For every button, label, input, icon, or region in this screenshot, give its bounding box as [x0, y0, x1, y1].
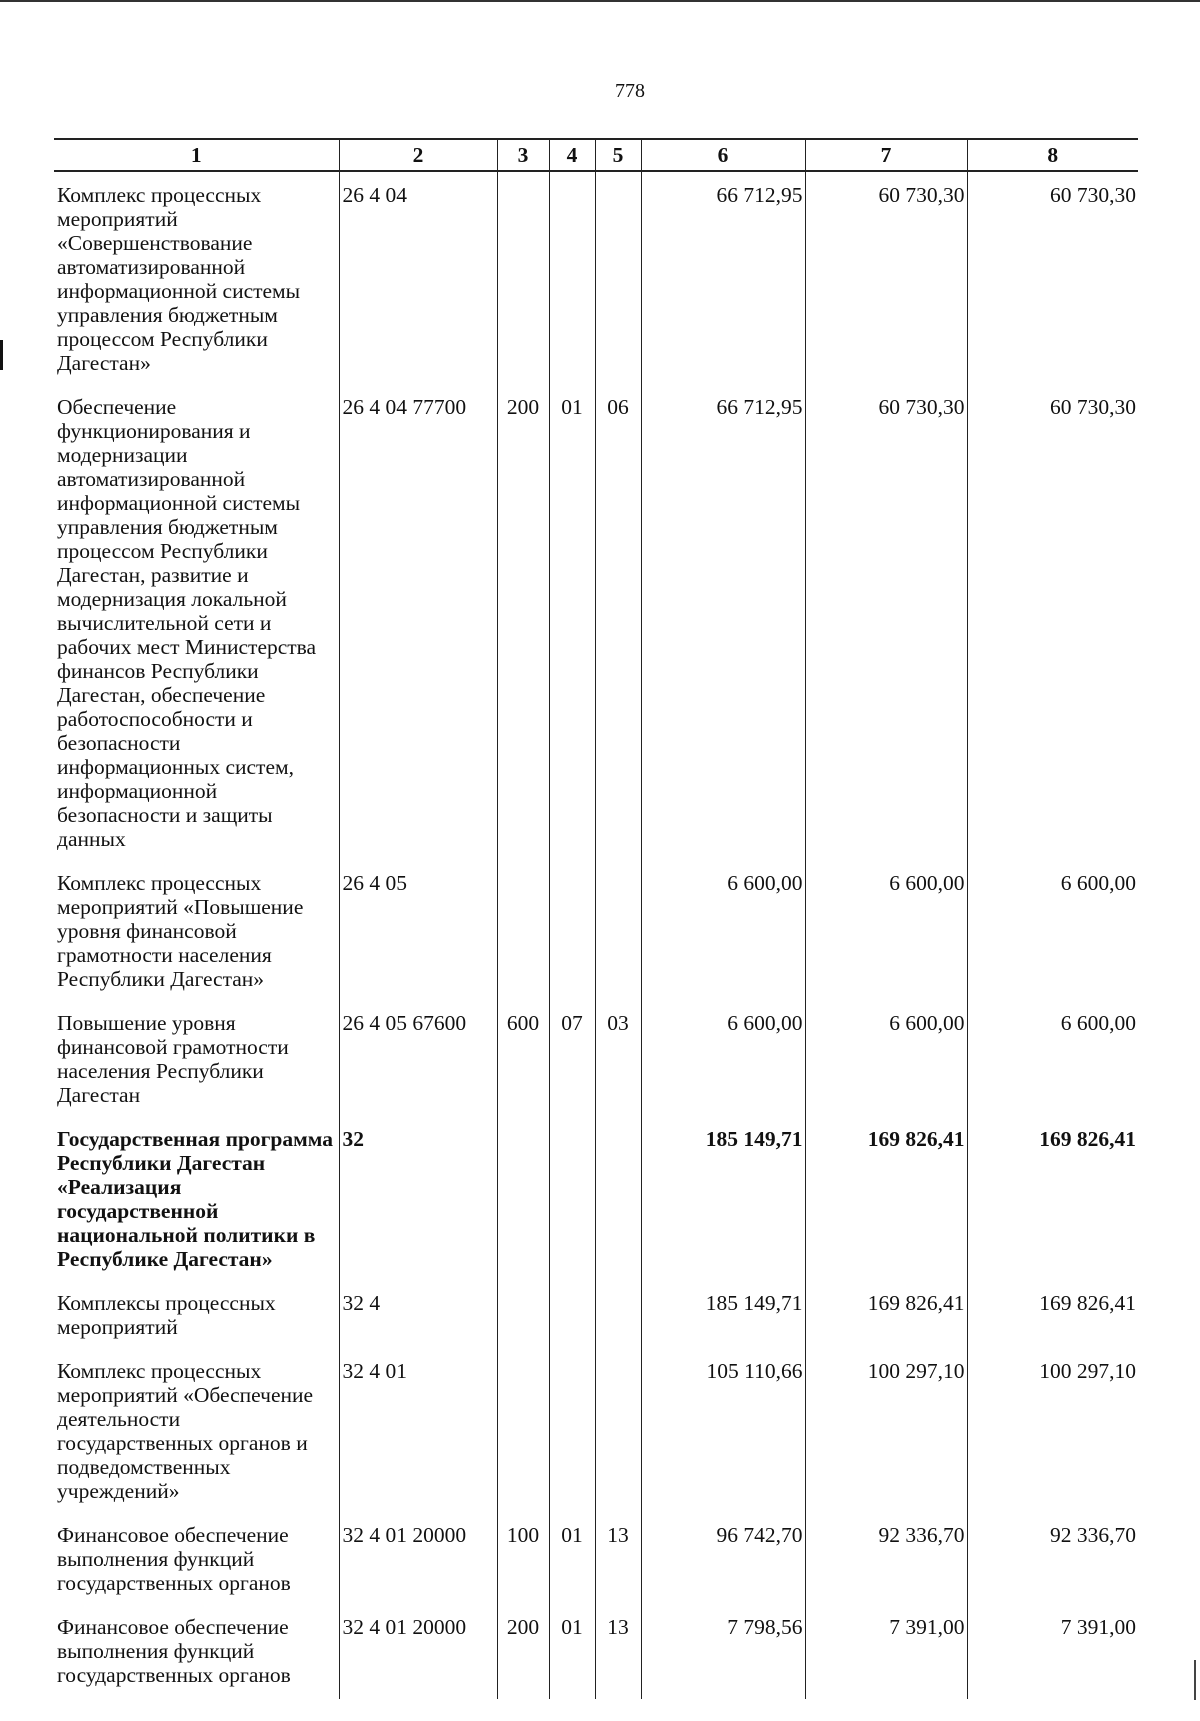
- table-row-program: [54, 1116, 1138, 1280]
- row-col5: [595, 1348, 641, 1512]
- column-header: 6: [641, 139, 805, 171]
- row-col3: 600: [497, 1000, 549, 1116]
- row-name: Комплекс процессных мероприятий «Совершенствование автоматизированной информационной системы управления бюджетным процессом Республики Дагестан»: [57, 183, 301, 375]
- row-col4: [549, 1348, 595, 1512]
- row-col5: [595, 171, 641, 384]
- column-header: 2: [339, 139, 497, 171]
- row-code: 26 4 05: [339, 860, 497, 1000]
- row-value-6: 6 600,00: [641, 1000, 805, 1116]
- row-value-7: 6 600,00: [805, 1000, 967, 1116]
- row-col4: 01: [549, 384, 595, 860]
- row-value-7: 100 297,10: [805, 1348, 967, 1512]
- row-value-7: 6 600,00: [805, 860, 967, 1000]
- row-value-8: 169 826,41: [967, 1280, 1138, 1348]
- row-value-7: 169 826,41: [805, 1280, 967, 1348]
- column-header: 8: [967, 139, 1138, 171]
- table-row: [54, 1348, 1138, 1512]
- row-value-8: 60 730,30: [967, 171, 1138, 384]
- row-name: Комплексы процессных мероприятий: [57, 1291, 276, 1339]
- row-code: 32: [339, 1116, 497, 1280]
- row-code: 26 4 05 67600: [339, 1000, 497, 1116]
- row-col3: 200: [497, 1604, 549, 1699]
- row-value-7: 60 730,30: [805, 171, 967, 384]
- row-value-8: 60 730,30: [967, 384, 1138, 860]
- column-header: 5: [595, 139, 641, 171]
- row-value-7: 60 730,30: [805, 384, 967, 860]
- row-value-7: 7 391,00: [805, 1604, 967, 1699]
- row-name: Государственная программа Республики Дагестан «Реализация государственной национальной политики в Республике Дагестан»: [57, 1127, 334, 1271]
- row-code: 32 4 01 20000: [339, 1512, 497, 1604]
- row-col4: [549, 171, 595, 384]
- row-col4: [549, 1280, 595, 1348]
- table-row: [54, 860, 1138, 1000]
- row-value-6: 96 742,70: [641, 1512, 805, 1604]
- header-row: [54, 139, 1138, 171]
- row-name: Финансовое обеспечение выполнения функций государственных органов: [57, 1615, 291, 1687]
- row-code: 32 4 01 20000: [339, 1604, 497, 1699]
- row-value-6: 7 798,56: [641, 1604, 805, 1699]
- row-value-8: 100 297,10: [967, 1348, 1138, 1512]
- row-code: 26 4 04: [339, 171, 497, 384]
- column-header: 7: [805, 139, 967, 171]
- row-col3: [497, 1116, 549, 1280]
- row-col3: 100: [497, 1512, 549, 1604]
- column-header: 3: [497, 139, 549, 171]
- row-name: Повышение уровня финансовой грамотности населения Республики Дагестан: [57, 1011, 289, 1107]
- table-row: [54, 1280, 1138, 1348]
- row-col5: 13: [595, 1512, 641, 1604]
- row-name: Комплекс процессных мероприятий «Обеспечение деятельности государственных органов и подведомственных учреждений»: [57, 1359, 314, 1503]
- row-name: Обеспечение функционирования и модернизации автоматизированной информационной системы управления бюджетным процессом Республики Дагестан, развитие и модернизация локальной вычислительной сети и рабочих мест Министерства финансов Республики Дагестан, обеспечение работоспособности и безопасности информационных систем, информационной безопасности и защиты данных: [57, 395, 317, 851]
- row-col3: [497, 860, 549, 1000]
- scan-edge-line: [0, 0, 1200, 2]
- table-row: [54, 1604, 1138, 1699]
- row-col5: 03: [595, 1000, 641, 1116]
- table-row: [54, 171, 1138, 384]
- row-value-6: 66 712,95: [641, 171, 805, 384]
- row-col4: 07: [549, 1000, 595, 1116]
- row-col5: [595, 1116, 641, 1280]
- row-value-7: 169 826,41: [805, 1116, 967, 1280]
- row-col4: [549, 1116, 595, 1280]
- column-header: 4: [549, 139, 595, 171]
- row-col3: 200: [497, 384, 549, 860]
- row-value-6: 66 712,95: [641, 384, 805, 860]
- row-value-8: 92 336,70: [967, 1512, 1138, 1604]
- row-name: Финансовое обеспечение выполнения функций государственных органов: [57, 1523, 291, 1595]
- row-col4: 01: [549, 1512, 595, 1604]
- table-row: [54, 1512, 1138, 1604]
- table-row: [54, 1000, 1138, 1116]
- budget-table: [54, 138, 1138, 1699]
- row-col5: [595, 860, 641, 1000]
- row-value-8: 6 600,00: [967, 860, 1138, 1000]
- row-col5: 13: [595, 1604, 641, 1699]
- row-code: 26 4 04 77700: [339, 384, 497, 860]
- scan-margin-mark: [0, 340, 3, 370]
- scan-margin-mark: [1194, 1660, 1196, 1700]
- row-col4: 01: [549, 1604, 595, 1699]
- row-col4: [549, 860, 595, 1000]
- row-code: 32 4 01: [339, 1348, 497, 1512]
- row-col3: [497, 171, 549, 384]
- row-col5: [595, 1280, 641, 1348]
- column-header: 1: [54, 139, 339, 171]
- row-col3: [497, 1348, 549, 1512]
- row-value-8: 7 391,00: [967, 1604, 1138, 1699]
- row-value-6: 185 149,71: [641, 1116, 805, 1280]
- row-value-6: 105 110,66: [641, 1348, 805, 1512]
- row-code: 32 4: [339, 1280, 497, 1348]
- row-value-8: 169 826,41: [967, 1116, 1138, 1280]
- row-name: Комплекс процессных мероприятий «Повышение уровня финансовой грамотности населения Республики Дагестан»: [57, 871, 304, 991]
- row-value-8: 6 600,00: [967, 1000, 1138, 1116]
- row-col5: 06: [595, 384, 641, 860]
- row-value-7: 92 336,70: [805, 1512, 967, 1604]
- table-row: [54, 384, 1138, 860]
- row-col3: [497, 1280, 549, 1348]
- row-value-6: 185 149,71: [641, 1280, 805, 1348]
- row-value-6: 6 600,00: [641, 860, 805, 1000]
- page-number: 778: [615, 80, 645, 102]
